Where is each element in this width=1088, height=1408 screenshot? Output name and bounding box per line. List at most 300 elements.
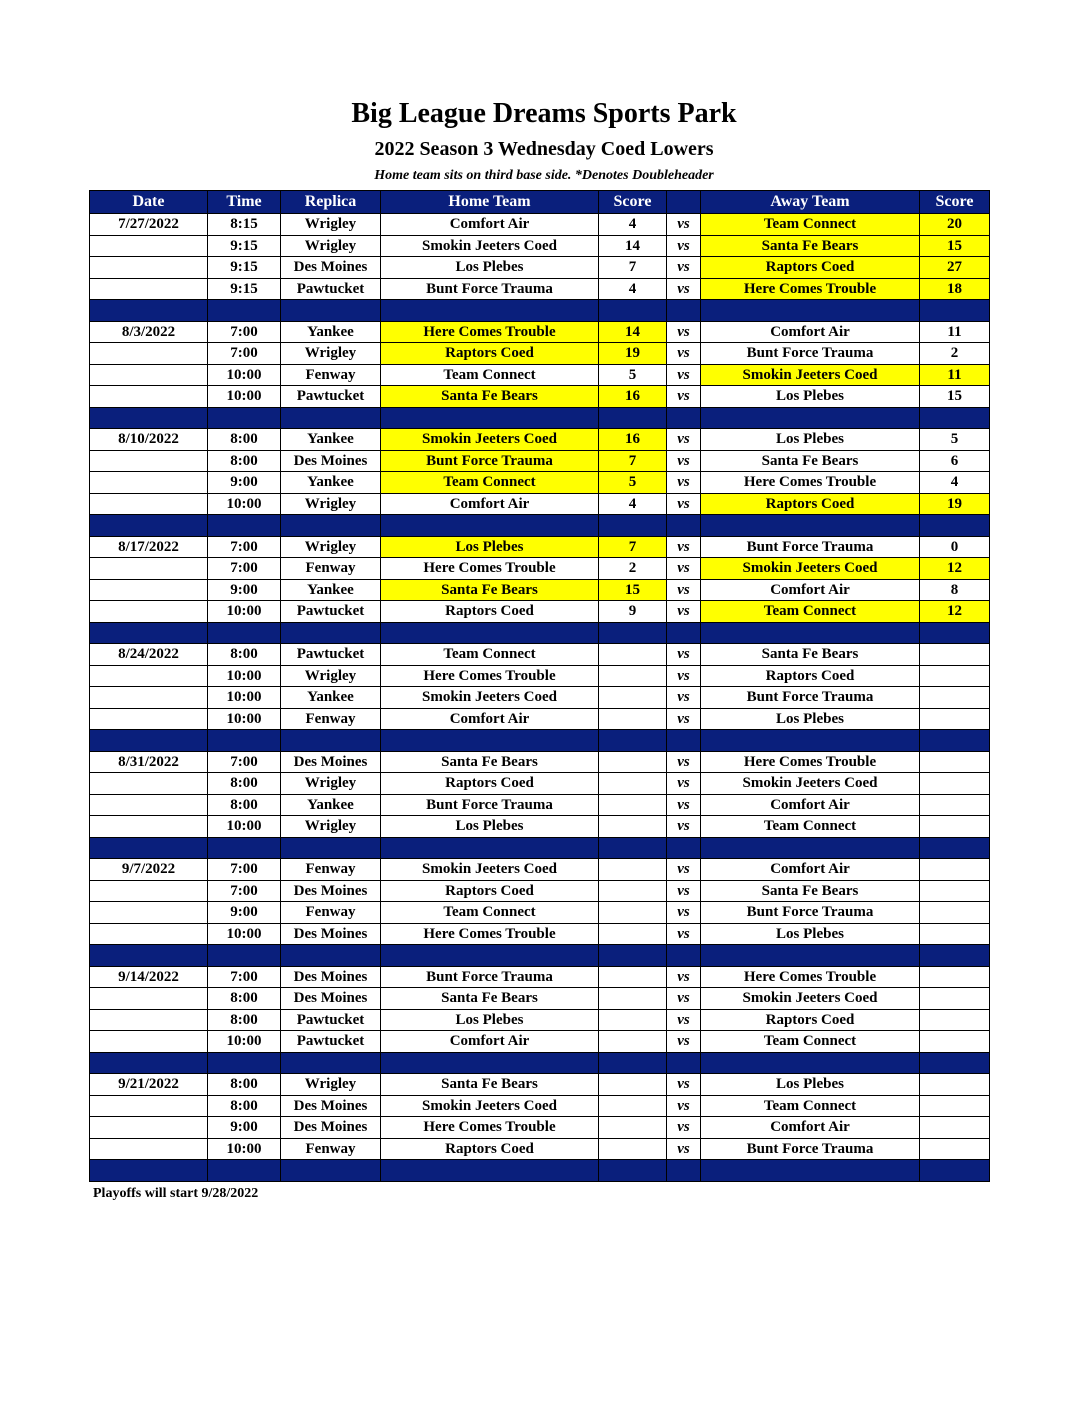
home-score <box>599 923 667 945</box>
separator-cell <box>381 730 599 752</box>
home-score: 19 <box>599 343 667 365</box>
game-time: 8:00 <box>208 1074 281 1096</box>
game-date <box>90 708 208 730</box>
away-score <box>920 644 990 666</box>
vs-label: vs <box>667 579 701 601</box>
home-team: Smokin Jeeters Coed <box>381 429 599 451</box>
separator-cell <box>599 300 667 322</box>
game-field: Pawtucket <box>281 278 381 300</box>
separator-cell <box>701 1160 920 1182</box>
game-field: Pawtucket <box>281 386 381 408</box>
game-date <box>90 364 208 386</box>
separator-cell <box>667 1052 701 1074</box>
separator-cell <box>667 300 701 322</box>
away-team: Team Connect <box>701 601 920 623</box>
vs-label: vs <box>667 988 701 1010</box>
away-team: Here Comes Trouble <box>701 472 920 494</box>
separator-cell <box>599 407 667 429</box>
away-score <box>920 708 990 730</box>
vs-label: vs <box>667 816 701 838</box>
home-score <box>599 794 667 816</box>
home-score <box>599 1031 667 1053</box>
game-time: 9:15 <box>208 235 281 257</box>
game-time: 7:00 <box>208 536 281 558</box>
game-row <box>90 794 990 816</box>
separator-cell <box>281 837 381 859</box>
game-row <box>90 687 990 709</box>
separator-cell <box>281 300 381 322</box>
away-score <box>920 1138 990 1160</box>
vs-label: vs <box>667 1031 701 1053</box>
game-row <box>90 773 990 795</box>
game-date <box>90 558 208 580</box>
home-team: Comfort Air <box>381 1031 599 1053</box>
game-field: Des Moines <box>281 1117 381 1139</box>
vs-label: vs <box>667 558 701 580</box>
home-score <box>599 644 667 666</box>
separator-cell <box>208 730 281 752</box>
away-team: Los Plebes <box>701 708 920 730</box>
home-score: 2 <box>599 558 667 580</box>
home-score: 5 <box>599 472 667 494</box>
separator-cell <box>90 945 208 967</box>
game-field: Pawtucket <box>281 1031 381 1053</box>
game-row <box>90 493 990 515</box>
week-separator <box>90 515 990 537</box>
home-score <box>599 1117 667 1139</box>
away-team: Comfort Air <box>701 794 920 816</box>
away-team: Los Plebes <box>701 386 920 408</box>
game-row <box>90 988 990 1010</box>
game-row <box>90 708 990 730</box>
game-field: Wrigley <box>281 536 381 558</box>
game-time: 8:00 <box>208 988 281 1010</box>
game-field: Yankee <box>281 321 381 343</box>
game-field: Des Moines <box>281 923 381 945</box>
away-team: Comfort Air <box>701 321 920 343</box>
game-time: 7:00 <box>208 966 281 988</box>
home-team: Santa Fe Bears <box>381 988 599 1010</box>
away-team: Santa Fe Bears <box>701 235 920 257</box>
home-score <box>599 665 667 687</box>
home-team: Raptors Coed <box>381 343 599 365</box>
home-score <box>599 816 667 838</box>
game-field: Pawtucket <box>281 601 381 623</box>
home-score: 15 <box>599 579 667 601</box>
home-score: 5 <box>599 364 667 386</box>
game-row <box>90 364 990 386</box>
separator-cell <box>701 837 920 859</box>
separator-cell <box>90 622 208 644</box>
home-score: 7 <box>599 450 667 472</box>
home-score: 16 <box>599 386 667 408</box>
home-team: Smokin Jeeters Coed <box>381 859 599 881</box>
away-score <box>920 1117 990 1139</box>
separator-cell <box>208 1052 281 1074</box>
vs-label: vs <box>667 601 701 623</box>
game-date <box>90 1138 208 1160</box>
separator-cell <box>701 622 920 644</box>
game-row <box>90 816 990 838</box>
separator-cell <box>920 1052 990 1074</box>
separator-cell <box>920 730 990 752</box>
separator-cell <box>281 1160 381 1182</box>
week-separator <box>90 730 990 752</box>
game-field: Wrigley <box>281 343 381 365</box>
game-field: Des Moines <box>281 966 381 988</box>
vs-label: vs <box>667 794 701 816</box>
away-score: 6 <box>920 450 990 472</box>
away-score <box>920 794 990 816</box>
game-time: 10:00 <box>208 1031 281 1053</box>
home-team: Los Plebes <box>381 1009 599 1031</box>
game-row <box>90 429 990 451</box>
separator-cell <box>599 837 667 859</box>
home-team: Smokin Jeeters Coed <box>381 687 599 709</box>
game-row <box>90 536 990 558</box>
separator-cell <box>381 622 599 644</box>
home-team: Bunt Force Trauma <box>381 794 599 816</box>
vs-label: vs <box>667 235 701 257</box>
separator-cell <box>281 515 381 537</box>
separator-cell <box>381 837 599 859</box>
vs-label: vs <box>667 1009 701 1031</box>
home-score <box>599 1074 667 1096</box>
separator-cell <box>667 837 701 859</box>
game-field: Yankee <box>281 472 381 494</box>
game-row <box>90 859 990 881</box>
game-row <box>90 558 990 580</box>
away-score <box>920 923 990 945</box>
week-separator <box>90 622 990 644</box>
home-team: Team Connect <box>381 902 599 924</box>
game-date <box>90 386 208 408</box>
home-team: Here Comes Trouble <box>381 321 599 343</box>
home-score <box>599 708 667 730</box>
game-date <box>90 665 208 687</box>
away-score <box>920 1009 990 1031</box>
away-score <box>920 988 990 1010</box>
home-score <box>599 1009 667 1031</box>
separator-cell <box>599 622 667 644</box>
game-row <box>90 1117 990 1139</box>
week-separator <box>90 837 990 859</box>
game-date <box>90 343 208 365</box>
away-team: Santa Fe Bears <box>701 450 920 472</box>
home-team: Here Comes Trouble <box>381 665 599 687</box>
game-time: 9:15 <box>208 278 281 300</box>
vs-label: vs <box>667 902 701 924</box>
home-team: Team Connect <box>381 644 599 666</box>
game-field: Wrigley <box>281 493 381 515</box>
game-time: 10:00 <box>208 1138 281 1160</box>
away-score: 20 <box>920 214 990 236</box>
home-score: 16 <box>599 429 667 451</box>
separator-cell <box>208 837 281 859</box>
separator-cell <box>90 837 208 859</box>
away-team: Team Connect <box>701 816 920 838</box>
game-time: 8:00 <box>208 450 281 472</box>
col-header-vs <box>667 191 701 214</box>
game-row <box>90 235 990 257</box>
game-row <box>90 579 990 601</box>
separator-cell <box>208 407 281 429</box>
game-field: Des Moines <box>281 1095 381 1117</box>
game-field: Pawtucket <box>281 644 381 666</box>
game-field: Fenway <box>281 902 381 924</box>
away-team: Bunt Force Trauma <box>701 687 920 709</box>
game-row <box>90 1138 990 1160</box>
away-team: Raptors Coed <box>701 257 920 279</box>
away-score <box>920 1095 990 1117</box>
game-field: Wrigley <box>281 1074 381 1096</box>
away-team: Raptors Coed <box>701 665 920 687</box>
game-date <box>90 880 208 902</box>
game-date <box>90 902 208 924</box>
separator-cell <box>599 1052 667 1074</box>
separator-cell <box>920 945 990 967</box>
game-date <box>90 450 208 472</box>
separator-cell <box>701 300 920 322</box>
away-team: Comfort Air <box>701 1117 920 1139</box>
vs-label: vs <box>667 1138 701 1160</box>
game-field: Fenway <box>281 708 381 730</box>
home-team: Here Comes Trouble <box>381 558 599 580</box>
vs-label: vs <box>667 1074 701 1096</box>
away-score <box>920 902 990 924</box>
game-time: 10:00 <box>208 493 281 515</box>
home-score <box>599 859 667 881</box>
vs-label: vs <box>667 773 701 795</box>
game-time: 7:00 <box>208 321 281 343</box>
separator-cell <box>667 622 701 644</box>
game-row <box>90 472 990 494</box>
home-score <box>599 751 667 773</box>
game-field: Yankee <box>281 794 381 816</box>
game-time: 10:00 <box>208 386 281 408</box>
game-time: 8:15 <box>208 214 281 236</box>
game-time: 10:00 <box>208 923 281 945</box>
col-header-replica: Replica <box>281 191 381 214</box>
vs-label: vs <box>667 278 701 300</box>
header-row <box>90 191 990 214</box>
col-header-away-score: Score <box>920 191 990 214</box>
game-row <box>90 1031 990 1053</box>
separator-cell <box>208 300 281 322</box>
away-score <box>920 859 990 881</box>
separator-cell <box>701 945 920 967</box>
game-date <box>90 278 208 300</box>
vs-label: vs <box>667 708 701 730</box>
game-time: 9:15 <box>208 257 281 279</box>
separator-cell <box>381 1052 599 1074</box>
game-time: 10:00 <box>208 601 281 623</box>
game-date: 9/7/2022 <box>90 859 208 881</box>
game-field: Wrigley <box>281 816 381 838</box>
home-score: 4 <box>599 214 667 236</box>
game-field: Fenway <box>281 558 381 580</box>
game-date: 9/14/2022 <box>90 966 208 988</box>
separator-cell <box>90 515 208 537</box>
home-team: Team Connect <box>381 472 599 494</box>
separator-cell <box>599 730 667 752</box>
away-team: Comfort Air <box>701 579 920 601</box>
away-score: 0 <box>920 536 990 558</box>
game-date: 8/24/2022 <box>90 644 208 666</box>
col-header-away-team: Away Team <box>701 191 920 214</box>
game-time: 7:00 <box>208 859 281 881</box>
game-field: Wrigley <box>281 665 381 687</box>
week-separator <box>90 945 990 967</box>
game-date <box>90 472 208 494</box>
home-score: 9 <box>599 601 667 623</box>
away-team: Los Plebes <box>701 429 920 451</box>
separator-cell <box>920 622 990 644</box>
game-date <box>90 257 208 279</box>
away-score: 11 <box>920 321 990 343</box>
home-team: Team Connect <box>381 364 599 386</box>
game-row <box>90 1009 990 1031</box>
home-score <box>599 902 667 924</box>
game-row <box>90 1095 990 1117</box>
separator-cell <box>920 300 990 322</box>
away-score: 8 <box>920 579 990 601</box>
game-row <box>90 966 990 988</box>
game-time: 9:00 <box>208 472 281 494</box>
game-date <box>90 601 208 623</box>
game-time: 10:00 <box>208 687 281 709</box>
vs-label: vs <box>667 536 701 558</box>
vs-label: vs <box>667 257 701 279</box>
away-score: 15 <box>920 235 990 257</box>
away-team: Here Comes Trouble <box>701 278 920 300</box>
away-score <box>920 1074 990 1096</box>
home-team: Comfort Air <box>381 214 599 236</box>
separator-cell <box>208 515 281 537</box>
vs-label: vs <box>667 923 701 945</box>
home-team: Here Comes Trouble <box>381 923 599 945</box>
separator-cell <box>90 1160 208 1182</box>
away-score <box>920 773 990 795</box>
home-team: Here Comes Trouble <box>381 1117 599 1139</box>
game-date <box>90 816 208 838</box>
game-time: 8:00 <box>208 1009 281 1031</box>
away-score: 2 <box>920 343 990 365</box>
away-score: 12 <box>920 601 990 623</box>
home-team: Santa Fe Bears <box>381 751 599 773</box>
home-score <box>599 988 667 1010</box>
home-team: Santa Fe Bears <box>381 579 599 601</box>
game-date <box>90 687 208 709</box>
game-field: Wrigley <box>281 773 381 795</box>
game-date <box>90 493 208 515</box>
game-row <box>90 278 990 300</box>
home-team: Raptors Coed <box>381 880 599 902</box>
game-row <box>90 644 990 666</box>
vs-label: vs <box>667 644 701 666</box>
vs-label: vs <box>667 687 701 709</box>
away-team: Smokin Jeeters Coed <box>701 988 920 1010</box>
game-row <box>90 257 990 279</box>
home-score: 4 <box>599 278 667 300</box>
game-row <box>90 386 990 408</box>
separator-cell <box>920 837 990 859</box>
col-header-date: Date <box>90 191 208 214</box>
away-score: 5 <box>920 429 990 451</box>
home-score <box>599 880 667 902</box>
game-date <box>90 1031 208 1053</box>
separator-cell <box>90 730 208 752</box>
game-field: Fenway <box>281 1138 381 1160</box>
game-field: Pawtucket <box>281 1009 381 1031</box>
game-date: 8/3/2022 <box>90 321 208 343</box>
page-title: Big League Dreams Sports Park <box>351 98 737 129</box>
home-team: Raptors Coed <box>381 1138 599 1160</box>
separator-cell <box>281 1052 381 1074</box>
home-team: Smokin Jeeters Coed <box>381 1095 599 1117</box>
away-team: Smokin Jeeters Coed <box>701 364 920 386</box>
game-time: 9:00 <box>208 579 281 601</box>
game-time: 9:00 <box>208 902 281 924</box>
game-date: 8/17/2022 <box>90 536 208 558</box>
home-team: Bunt Force Trauma <box>381 278 599 300</box>
game-time: 8:00 <box>208 1095 281 1117</box>
game-field: Des Moines <box>281 257 381 279</box>
vs-label: vs <box>667 859 701 881</box>
vs-label: vs <box>667 321 701 343</box>
away-team: Bunt Force Trauma <box>701 1138 920 1160</box>
game-time: 9:00 <box>208 1117 281 1139</box>
away-score <box>920 880 990 902</box>
game-field: Des Moines <box>281 988 381 1010</box>
away-team: Here Comes Trouble <box>701 966 920 988</box>
game-time: 10:00 <box>208 665 281 687</box>
away-team: Smokin Jeeters Coed <box>701 558 920 580</box>
vs-label: vs <box>667 364 701 386</box>
separator-cell <box>920 1160 990 1182</box>
separator-cell <box>381 1160 599 1182</box>
col-header-home-team: Home Team <box>381 191 599 214</box>
separator-cell <box>381 945 599 967</box>
separator-cell <box>599 1160 667 1182</box>
home-score: 14 <box>599 235 667 257</box>
home-team: Los Plebes <box>381 536 599 558</box>
game-date: 8/10/2022 <box>90 429 208 451</box>
game-field: Des Moines <box>281 751 381 773</box>
game-time: 7:00 <box>208 751 281 773</box>
away-score <box>920 665 990 687</box>
game-time: 8:00 <box>208 794 281 816</box>
separator-cell <box>599 515 667 537</box>
game-row <box>90 1074 990 1096</box>
game-date: 9/21/2022 <box>90 1074 208 1096</box>
schedule-table <box>89 190 990 1182</box>
col-header-home-score: Score <box>599 191 667 214</box>
away-team: Bunt Force Trauma <box>701 536 920 558</box>
separator-cell <box>667 515 701 537</box>
home-score <box>599 966 667 988</box>
separator-cell <box>281 730 381 752</box>
separator-cell <box>701 1052 920 1074</box>
vs-label: vs <box>667 1095 701 1117</box>
game-time: 7:00 <box>208 558 281 580</box>
game-row <box>90 923 990 945</box>
away-score: 27 <box>920 257 990 279</box>
separator-cell <box>381 300 599 322</box>
game-row <box>90 751 990 773</box>
separator-cell <box>281 407 381 429</box>
away-score <box>920 687 990 709</box>
